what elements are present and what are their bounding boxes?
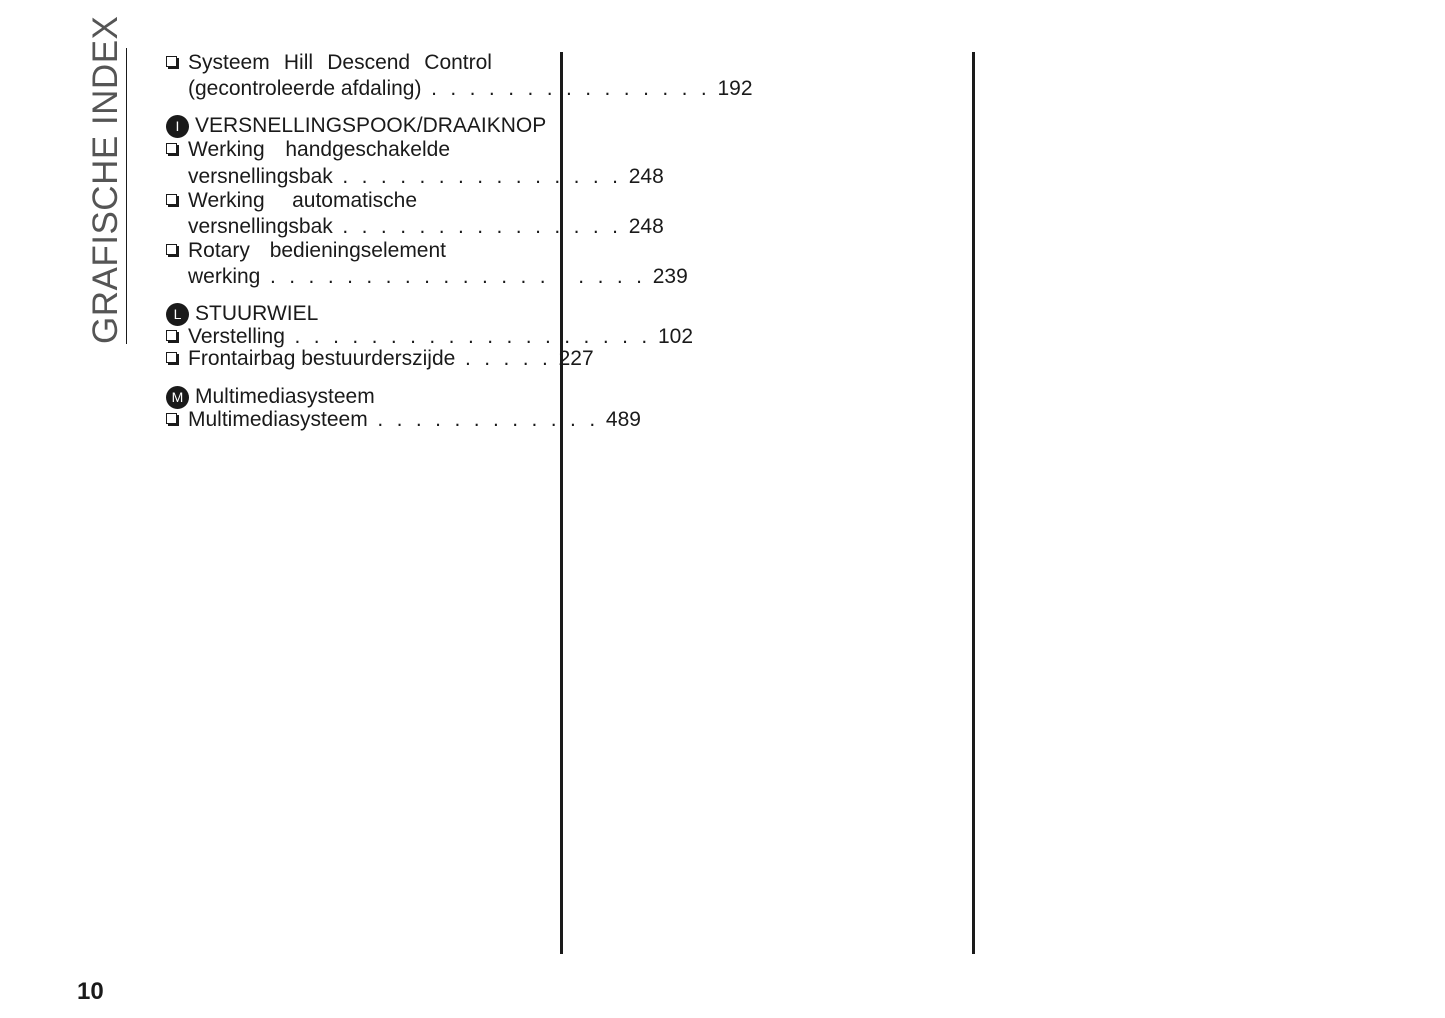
entry-word: automatische	[292, 189, 417, 212]
entry-text: (gecontroleerde afdaling)	[188, 77, 422, 100]
entry-word: bedieningselement	[269, 239, 446, 262]
index-entry-rotary[interactable]	[166, 239, 688, 290]
entry-word: Descend	[327, 51, 411, 74]
leader-dots: . . . . . . . . . . . . . . .	[332, 215, 622, 238]
entry-word: Hill	[283, 51, 314, 74]
entry-text: Multimediasysteem	[188, 408, 368, 431]
index-entry-multimedia[interactable]	[166, 408, 641, 431]
entry-text: versnellingsbak	[188, 165, 333, 188]
entry-page: 248	[628, 165, 664, 188]
column-divider-2	[972, 52, 975, 954]
leader-dots: . . . . . . . . . . . . . . .	[332, 165, 622, 188]
entry-text: Frontairbag bestuurderszijde	[188, 347, 456, 370]
leader-dots: . . . . . . . . . . . .	[367, 408, 599, 431]
section-title: STUURWIEL	[195, 302, 319, 325]
entry-page: 248	[628, 215, 664, 238]
checkbox-bullet-icon	[166, 192, 188, 214]
index-column-1	[166, 48, 753, 431]
leader-dots: . . . . . . . . . . . . . . . . . . . .	[260, 265, 646, 288]
entry-page: 239	[652, 265, 688, 288]
section-heading-m	[166, 385, 542, 409]
entry-word: Control	[424, 51, 492, 74]
section-heading-l	[166, 302, 542, 326]
entry-word: Rotary	[188, 239, 250, 262]
leader-dots: . . . . .	[455, 347, 552, 370]
entry-page: 489	[605, 408, 641, 431]
checkbox-bullet-icon	[166, 242, 188, 264]
index-entry-front-airbag[interactable]	[166, 347, 594, 370]
entry-word: Werking	[188, 138, 265, 161]
entry-word: Systeem	[188, 51, 270, 74]
index-entry-hill-descend[interactable]	[166, 50, 753, 102]
checkbox-bullet-icon	[166, 52, 188, 78]
side-section-title	[86, 15, 127, 344]
entry-text: Verstelling	[188, 325, 285, 348]
entry-text: werking	[188, 265, 261, 288]
page-number: 10	[77, 978, 104, 1005]
entry-word: Werking	[188, 189, 265, 212]
entry-page: 192	[717, 77, 753, 100]
section-title: VERSNELLINGSPOOK/DRAAIKNOP	[195, 114, 547, 137]
section-letter-icon: M	[166, 386, 189, 409]
section-heading-i	[166, 114, 547, 138]
index-entry-manual-gearbox[interactable]	[166, 138, 664, 190]
checkbox-bullet-icon	[166, 140, 188, 164]
index-entry-automatic-gearbox[interactable]	[166, 189, 664, 240]
leader-dots: . . . . . . . . . . . . . . . . . . .	[284, 325, 652, 348]
index-entry-adjustment[interactable]	[166, 325, 694, 348]
section-title: Multimediasysteem	[195, 385, 375, 408]
entry-page: 227	[558, 347, 594, 370]
checkbox-bullet-icon	[166, 328, 188, 350]
checkbox-bullet-icon	[166, 350, 188, 372]
section-letter-icon: I	[166, 115, 189, 138]
entry-page: 102	[657, 325, 694, 348]
checkbox-bullet-icon	[166, 411, 188, 433]
entry-text: versnellingsbak	[188, 215, 333, 238]
leader-dots: . . . . . . . . . . . . . . .	[421, 77, 711, 100]
entry-word: handgeschakelde	[285, 138, 450, 161]
side-title-text: GRAFISCHE INDEX	[86, 15, 125, 344]
section-letter-icon: L	[166, 303, 189, 326]
